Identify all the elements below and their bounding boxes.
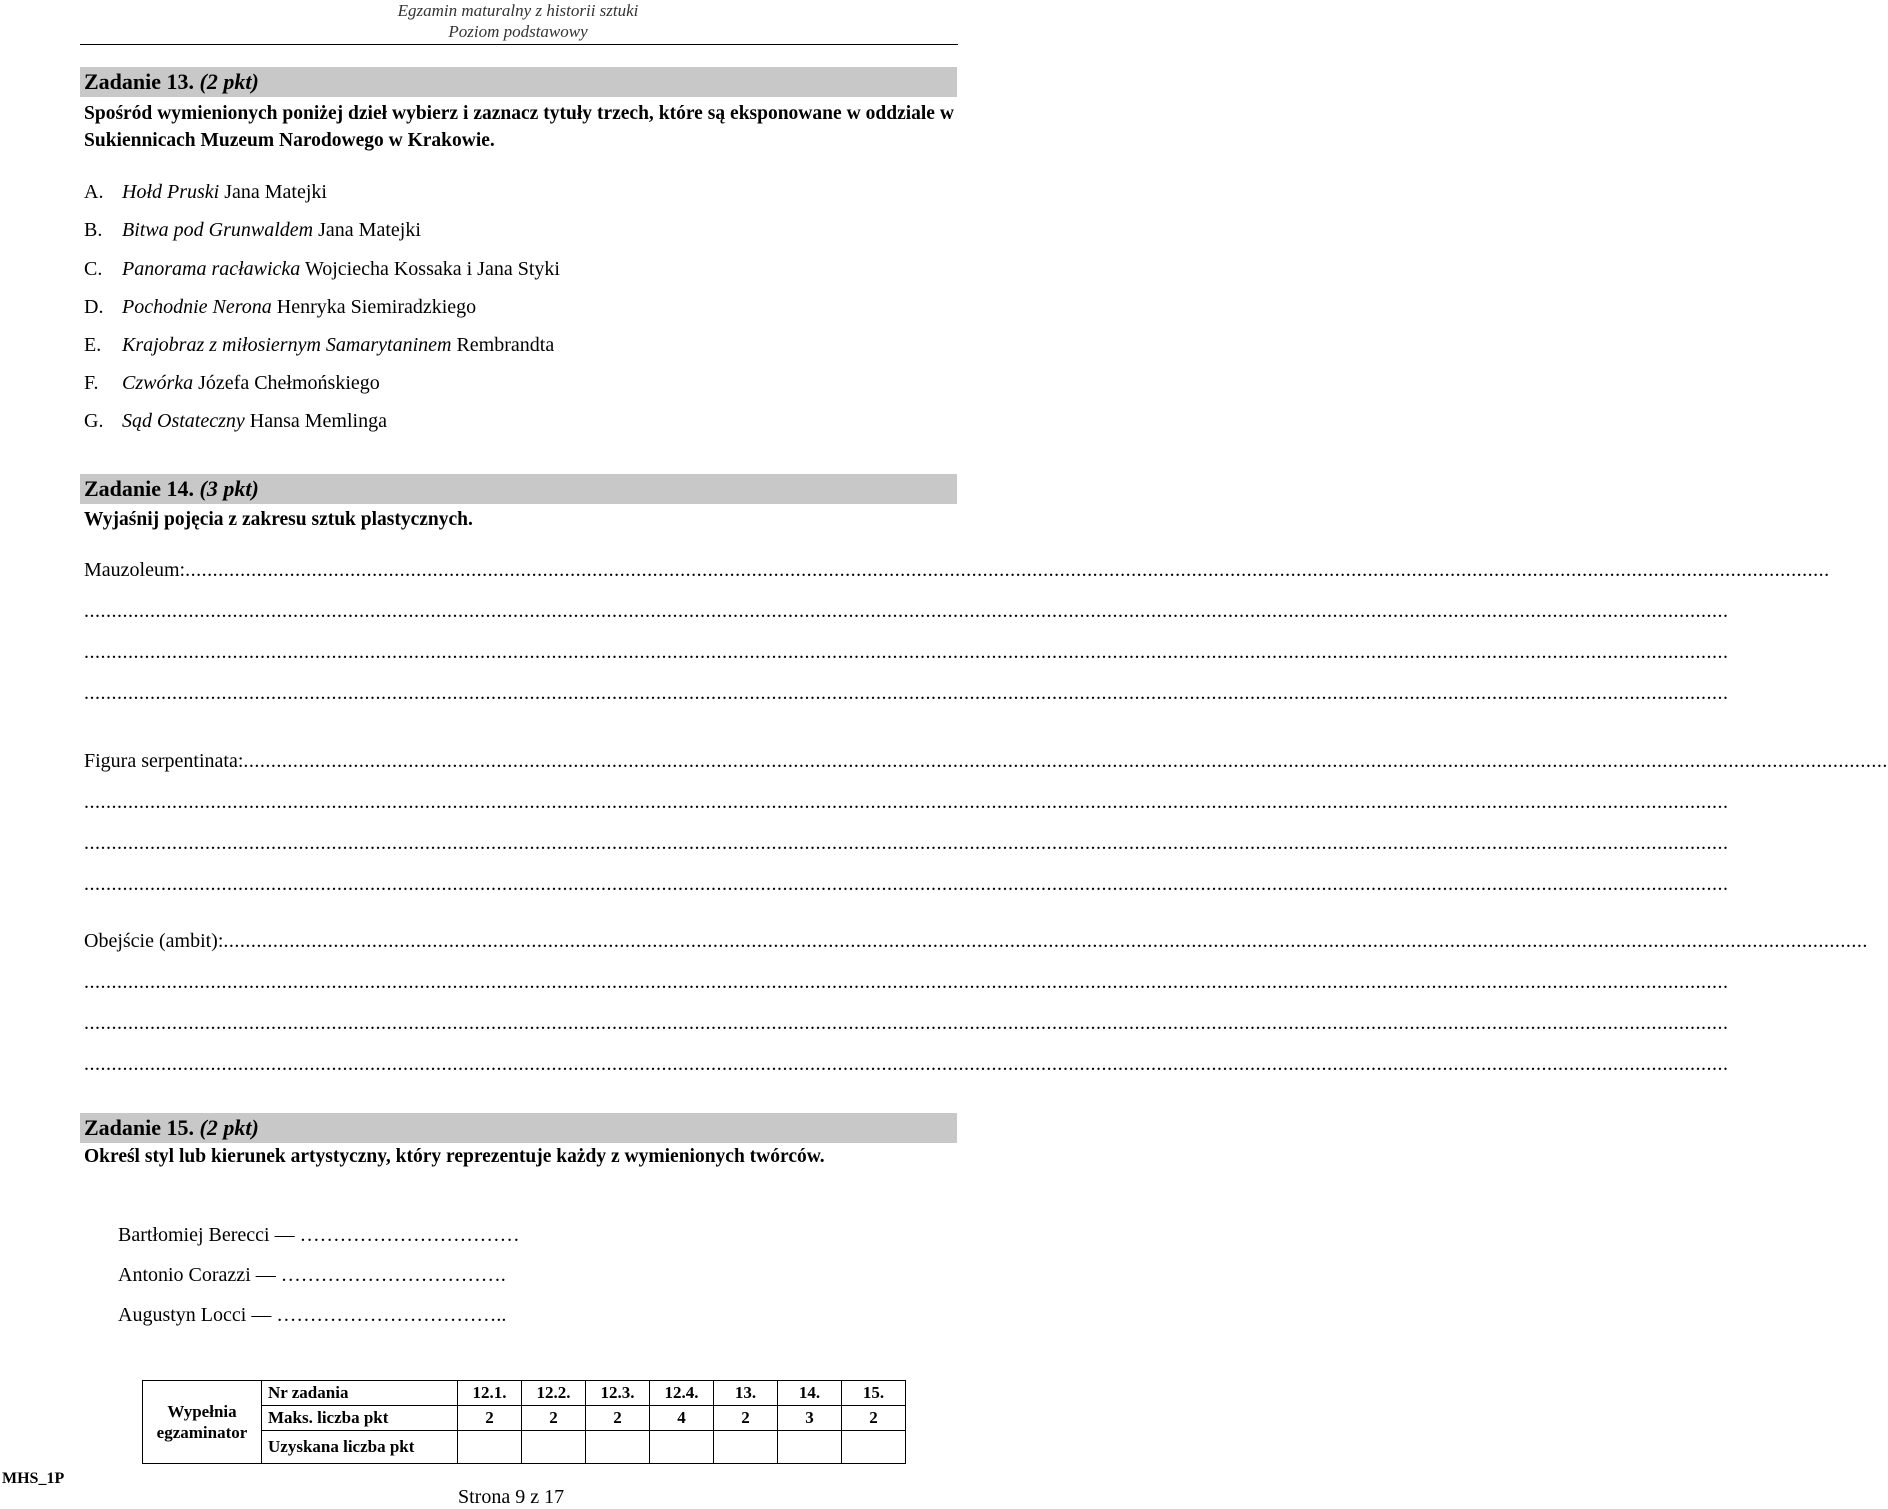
option-title: Czwórka [122,372,194,394]
answer-line[interactable] [84,872,1729,896]
score-input-cell[interactable] [586,1431,650,1464]
score-table [142,1380,906,1464]
option-author: Józefa Chełmońskiego [198,372,380,394]
answer-dots: ........................................................................................................................................................................................................................................................................................................... [84,1012,1729,1034]
answer-line[interactable] [84,1011,1729,1035]
answer-line[interactable] [84,831,1729,855]
artist-name: Antonio Corazzi [118,1264,251,1286]
score-cell: 2 [714,1406,778,1431]
task-13-instruction: Spośród wymienionych poniżej dzieł wybierz i zaznacz tytuły trzech, które są eksponowane w oddziale w Sukiennicach Muzeum Narodowego w Krakowie. [84,103,954,151]
answer-line-first[interactable] [84,749,1888,773]
answer-dots: ........................................................................................................................................................................................................................................................................................................... [84,873,1729,895]
score-input-cell[interactable] [522,1431,586,1464]
page-number: Strona 9 z 17 [458,1486,565,1508]
answer-option[interactable] [84,257,560,281]
option-author: Jana Matejki [318,219,421,241]
exam-code: MHS_1P [2,1470,65,1487]
answer-line[interactable] [84,681,1729,705]
exam-header [380,0,656,42]
option-author: Rembrandta [456,334,555,356]
score-cell: 2 [522,1406,586,1431]
answer-option[interactable] [84,295,476,319]
option-author: Wojciecha Kossaka i Jana Styki [304,258,560,280]
score-input-cell[interactable] [714,1431,778,1464]
exam-title: Egzamin maturalny z historii sztuki [397,1,639,20]
answer-line[interactable] [84,640,1729,664]
artist-name: Augustyn Locci [118,1304,247,1326]
answer-dots: ........................................................................................................................................................................................................................................................................................................... [84,832,1729,854]
answer-dots: ........................................................................................................................................................................................................................................................................................................... [84,791,1729,813]
answer-dots: ........................................................................................................................................................................................................................................................................................................... [243,750,1888,772]
answer-dots: ........................................................................................................................................................................................................................................................................................................... [84,971,1729,993]
artist-row[interactable] [118,1223,520,1247]
term-label: Mauzoleum: [84,559,186,581]
answer-line-first[interactable] [84,929,1868,953]
score-cell: 14. [778,1381,842,1406]
score-input-cell[interactable] [458,1431,522,1464]
answer-option[interactable] [84,409,387,433]
filler-label: Wypełnia egzaminator [143,1381,262,1464]
option-letter: C. [84,258,103,280]
answer-option[interactable] [84,218,421,242]
score-cell: 12.3. [586,1381,650,1406]
option-title: Pochodnie Nerona [122,296,272,318]
score-cell: 4 [650,1406,714,1431]
artist-row[interactable] [118,1303,506,1327]
answer-dots: ........................................................................................................................................................................................................................................................................................................... [185,559,1830,581]
artist-dash: — [255,1264,276,1286]
artist-row[interactable] [118,1263,506,1287]
task-14-instruction: Wyjaśnij pojęcia z zakresu sztuk plastycznych. [84,509,473,530]
score-cell: 12.2. [522,1381,586,1406]
answer-dots: ........................................................................................................................................................................................................................................................................................................... [84,641,1729,663]
artist-dash: — [251,1304,272,1326]
artist-name: Bartłomiej Berecci [118,1224,270,1246]
option-letter: F. [84,372,99,394]
score-row-label: Nr zadania [262,1381,458,1406]
option-title: Sąd Ostateczny [122,410,245,432]
answer-dots: ........................................................................................................................................................................................................................................................................................................... [84,600,1729,622]
task-13-title: Zadanie 13. (2 pkt) [84,69,259,94]
score-cell: 15. [842,1381,906,1406]
option-author: Jana Matejki [224,181,327,203]
task-15-title: Zadanie 15. (2 pkt) [84,1115,259,1140]
task-15-instruction: Określ styl lub kierunek artystyczny, który reprezentuje każdy z wymienionych twórców. [84,1146,825,1167]
answer-line[interactable] [84,1052,1729,1076]
answer-line[interactable] [84,790,1729,814]
option-letter: E. [84,334,102,356]
answer-dots: ........................................................................................................................................................................................................................................................................................................... [84,682,1729,704]
term-label: Figura serpentinata: [84,750,244,772]
artist-dash: — [274,1224,295,1246]
score-input-cell[interactable] [650,1431,714,1464]
score-cell: 2 [586,1406,650,1431]
term-label: Obejście (ambit): [84,930,224,952]
option-author: Hansa Memlinga [249,410,387,432]
answer-line[interactable] [84,599,1729,623]
option-author: Henryka Siemiradzkiego [276,296,477,318]
score-cell: 12.4. [650,1381,714,1406]
option-letter: G. [84,410,104,432]
answer-option[interactable] [84,180,327,204]
score-row-label: Maks. liczba pkt [262,1406,458,1431]
option-letter: D. [84,296,104,318]
score-cell: 13. [714,1381,778,1406]
score-cell: 2 [458,1406,522,1431]
option-title: Krajobraz z miłosiernym Samarytaninem [122,334,452,356]
answer-dots: ........................................................................................................................................................................................................................................................................................................... [84,1053,1729,1075]
score-cell: 12.1. [458,1381,522,1406]
answer-blank[interactable]: ……………………………. [280,1264,506,1286]
option-title: Hołd Pruski [122,181,220,203]
answer-blank[interactable]: …………………………….. [276,1304,507,1326]
header-divider [80,44,958,45]
score-input-cell[interactable] [842,1431,906,1464]
answer-blank[interactable]: …………………………… [299,1224,520,1246]
task-14-title: Zadanie 14. (3 pkt) [84,476,259,501]
answer-dots: ........................................................................................................................................................................................................................................................................................................... [223,930,1868,952]
score-row-label: Uzyskana liczba pkt [262,1431,458,1464]
answer-option[interactable] [84,333,554,357]
option-title: Panorama racławicka [122,258,301,280]
answer-option[interactable] [84,371,380,395]
answer-line[interactable] [84,970,1729,994]
option-letter: A. [84,181,104,203]
option-letter: B. [84,219,103,241]
answer-line-first[interactable] [84,558,1830,582]
score-cell: 3 [778,1406,842,1431]
score-input-cell[interactable] [778,1431,842,1464]
option-title: Bitwa pod Grunwaldem [122,219,314,241]
score-cell: 2 [842,1406,906,1431]
exam-level: Poziom podstawowy [448,22,588,41]
